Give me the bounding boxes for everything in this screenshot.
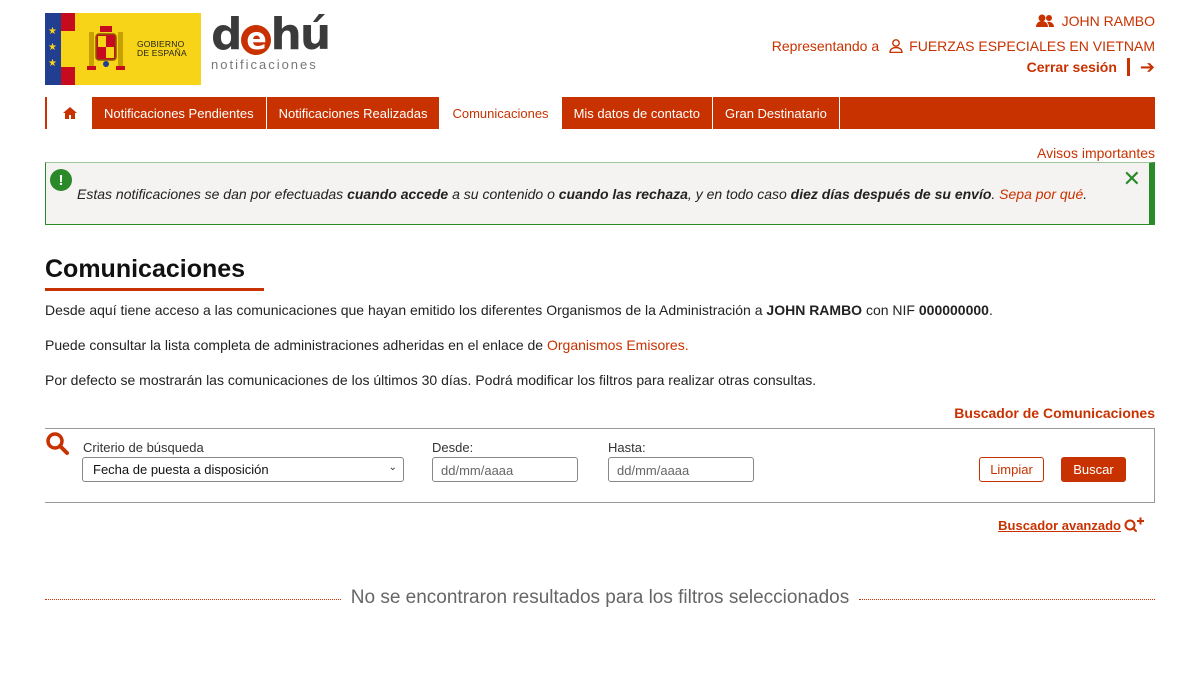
- organismos-emisores-link[interactable]: Organismos Emisores.: [546, 337, 689, 353]
- divider: [859, 599, 1155, 600]
- tab-mis-datos-de-contacto[interactable]: Mis datos de contacto: [562, 97, 713, 129]
- spain-flag-strip: [61, 13, 75, 85]
- desde-input[interactable]: dd/mm/aaaa: [432, 457, 578, 482]
- default-filter-paragraph: Por defecto se mostrarán las comunicaciones de los últimos 30 días. Podrá modificar los filtros para realizar otras consultas.: [45, 372, 817, 388]
- home-button[interactable]: [45, 97, 92, 129]
- criterio-select[interactable]: Fecha de puesta a disposición ⌄: [82, 457, 404, 482]
- important-notice: [45, 162, 1155, 225]
- notice-text: Estas notificaciones se dan por efectuadas cuando accede a su contenido o cuando las rechaza, y en todo caso diez días después de su envío. Sepa por qué.: [77, 186, 1088, 202]
- main-nav: [45, 97, 1155, 129]
- logout-button[interactable]: [1027, 58, 1155, 76]
- dehu-wordmark: d e hú: [211, 9, 330, 60]
- divider: [45, 599, 341, 600]
- advanced-search-link[interactable]: Buscador avanzado: [998, 517, 1145, 533]
- search-panel: [45, 428, 1155, 503]
- search-plus-icon: [1123, 517, 1145, 533]
- user-name: JOHN RAMBO: [1036, 13, 1155, 29]
- arrow-right-icon: ➔: [1139, 57, 1155, 77]
- tab-notificaciones-realizadas[interactable]: Notificaciones Realizadas: [267, 97, 441, 129]
- dehu-logo[interactable]: [211, 9, 341, 75]
- criterio-label: Criterio de búsqueda: [83, 440, 204, 455]
- organismos-paragraph: Puede consultar la lista completa de administraciones adheridas en el enlace de Organismos Emisores.: [45, 337, 689, 353]
- tab-notificaciones-pendientes[interactable]: Notificaciones Pendientes: [92, 97, 267, 129]
- close-icon[interactable]: ✕: [1122, 166, 1141, 191]
- coat-of-arms-icon: [85, 22, 127, 76]
- search-section-label: Buscador de Comunicaciones: [954, 405, 1155, 421]
- avisos-importantes-link[interactable]: Avisos importantes: [1036, 145, 1155, 161]
- home-icon: [62, 106, 78, 120]
- tab-comunicaciones[interactable]: Comunicaciones: [440, 97, 561, 129]
- tab-gran-destinatario[interactable]: Gran Destinatario: [713, 97, 840, 129]
- representing-label: Representando a: [771, 38, 880, 54]
- hasta-input[interactable]: dd/mm/aaaa: [608, 457, 754, 482]
- search-icon: [45, 431, 71, 457]
- logout-label: Cerrar sesión: [1026, 59, 1117, 75]
- empty-results-message: No se encontraron resultados para los filtros seleccionados: [350, 587, 850, 608]
- users-icon: [1036, 14, 1054, 28]
- gobierno-text: GOBIERNO DE ESPAÑA: [137, 39, 187, 58]
- eu-flag-strip: ★ ★ ★: [45, 13, 61, 85]
- dehu-subtitle: notificaciones: [211, 57, 318, 72]
- exclamation-icon: !: [50, 169, 72, 191]
- empty-results: [45, 587, 1155, 609]
- user-outline-icon: [889, 39, 903, 53]
- represented-entity[interactable]: FUERZAS ESPECIALES EN VIETNAM: [909, 38, 1155, 54]
- title-underline: [45, 288, 264, 291]
- intro-paragraph: Desde aquí tiene acceso a las comunicaciones que hayan emitido los diferentes Organismos de la Administración a JOHN RAMBO con NIF 000000000.: [45, 302, 993, 318]
- chevron-down-icon: ⌄: [388, 462, 397, 473]
- representing-line: [772, 38, 1155, 54]
- sepa-por-que-link[interactable]: Sepa por qué: [999, 186, 1084, 202]
- hasta-label: Hasta:: [608, 440, 646, 455]
- gobierno-espana-logo: [45, 13, 201, 85]
- divider: [1127, 58, 1130, 76]
- clear-button[interactable]: Limpiar: [979, 457, 1044, 482]
- desde-label: Desde:: [432, 440, 474, 455]
- search-button[interactable]: Buscar: [1061, 457, 1126, 482]
- page-title: Comunicaciones: [45, 255, 246, 283]
